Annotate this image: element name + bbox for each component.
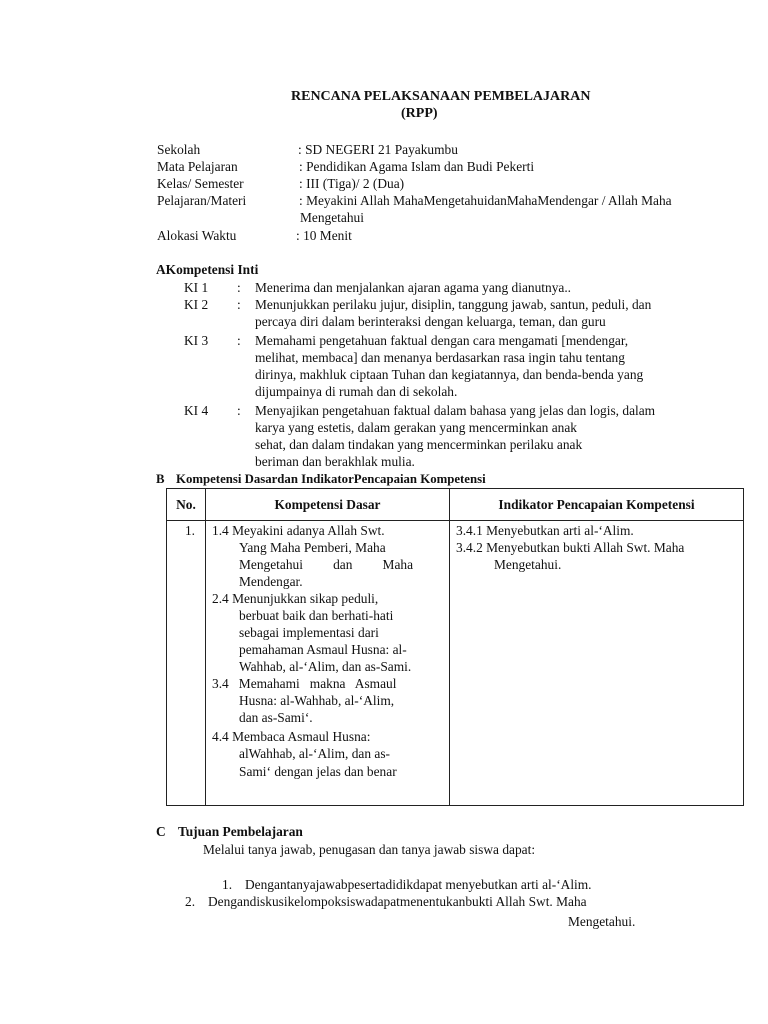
column-header-no: No.	[167, 489, 206, 521]
kd-line: 3.4 Memahami makna Asmaul	[212, 676, 397, 691]
identity-label: Pelajaran/Materi	[157, 193, 247, 208]
ki-colon: :	[237, 297, 241, 312]
identity-value-continuation: Mengetahui	[300, 210, 364, 225]
kd-cell	[206, 521, 450, 806]
ki-text-line: percaya diri dalam berinteraksi dengan keluarga, teman, dan guru	[255, 314, 606, 329]
kd-line: dan as-Sami‘.	[239, 710, 313, 725]
ki-text-line: dirinya, makhluk ciptaan Tuhan dan kegiatannya, dan benda-benda yang	[255, 367, 644, 382]
column-header-kompetensi-dasar: Kompetensi Dasar	[206, 489, 450, 521]
kd-line: Yang Maha Pemberi, Maha	[239, 540, 386, 555]
ki-text	[255, 402, 718, 470]
list-item-number: 1.	[222, 877, 233, 892]
identity-value: : Meyakini Allah MahaMengetahuidanMahaMendengar / Allah Maha	[299, 193, 672, 208]
kd-line: 4.4 Membaca Asmaul Husna:	[212, 729, 371, 744]
identity-label: Sekolah	[157, 142, 201, 157]
kd-line: Sami‘ dengan jelas dan benar	[239, 764, 397, 779]
table-header-row	[167, 489, 744, 521]
list-item-number: 2.	[185, 894, 196, 909]
ki-code: KI 3	[184, 333, 209, 348]
row-number: 1.	[184, 523, 195, 538]
kd-line: alWahhab, al-‘Alim, dan as-	[239, 746, 390, 761]
section-c-heading: Tujuan Pembelajaran	[178, 824, 303, 839]
ki-colon: :	[237, 280, 241, 295]
ki-colon: :	[237, 403, 241, 418]
identity-value: : SD NEGERI 21 Payakumbu	[298, 142, 458, 157]
ki-text-line: karya yang estetis, dalam gerakan yang mencerminkan anak	[255, 420, 577, 435]
kd-line: Husna: al-Wahhab, al-‘Alim,	[239, 693, 395, 708]
ipk-line: 3.4.2 Menyebutkan bukti Allah Swt. Maha	[456, 540, 685, 555]
kd-line: Wahhab, al-‘Alim, dan as-Sami.	[239, 659, 412, 674]
table-row	[167, 521, 744, 806]
ki-text-line: Menyajikan pengetahuan faktual dalam bahasa yang jelas dan logis, dalam	[255, 403, 656, 418]
ki-text-line: Menerima dan menjalankan ajaran agama yang dianutnya..	[255, 280, 572, 295]
identity-label: Alokasi Waktu	[157, 228, 237, 243]
identity-label: Kelas/ Semester	[157, 176, 244, 191]
kd-line: pemahaman Asmaul Husna: al-	[239, 642, 407, 657]
row-number-cell	[167, 521, 206, 806]
ipk-cell	[450, 521, 744, 806]
section-b-heading: Kompetensi Dasardan IndikatorPencapaian Kompetensi	[176, 472, 486, 486]
kd-line: 2.4 Menunjukkan sikap peduli,	[212, 591, 379, 606]
document-subtitle: (RPP)	[401, 106, 438, 121]
kd-table	[166, 488, 744, 806]
kd-line: Mendengar.	[239, 574, 303, 589]
ki-text-line: dijumpainya di rumah dan di sekolah.	[255, 384, 458, 399]
list-item-text-continuation: Mengetahui.	[568, 914, 636, 929]
section-c-letter: C	[156, 824, 166, 839]
ki-code: KI 4	[184, 403, 209, 418]
section-a-heading: AKompetensi Inti	[156, 262, 259, 277]
ipk-line: 3.4.1 Menyebutkan arti al-‘Alim.	[456, 523, 634, 538]
document-title: RENCANA PELAKSANAAN PEMBELAJARAN	[291, 89, 591, 104]
identity-value: : III (Tiga)/ 2 (Dua)	[299, 176, 405, 191]
ki-code: KI 1	[184, 280, 209, 295]
ki-text	[255, 296, 718, 330]
kd-line: berbuat baik dan berhati-hati	[239, 608, 394, 623]
ipk-line: Mengetahui.	[494, 557, 562, 572]
list-item-text: Dengantanyajawabpesertadidikdapat menyebutkan arti al-‘Alim.	[245, 877, 592, 892]
column-header-indikator: Indikator Pencapaian Kompetensi	[450, 489, 744, 521]
ki-text	[255, 279, 718, 296]
ki-code: KI 2	[184, 297, 209, 312]
identity-value: : 10 Menit	[296, 228, 352, 243]
kd-line: 1.4 Meyakini adanya Allah Swt.	[212, 523, 385, 538]
section-b-letter: B	[156, 472, 165, 486]
ki-text-line: sehat, dan dalam tindakan yang mencerminkan perilaku anak	[255, 437, 583, 452]
ki-text-line: melihat, membaca] dan menanya berdasarkan rasa ingin tahu tentang	[255, 350, 625, 365]
kd-line: sebagai implementasi dari	[239, 625, 379, 640]
ki-text	[255, 332, 718, 400]
ki-colon: :	[237, 333, 241, 348]
section-c-intro: Melalui tanya jawab, penugasan dan tanya jawab siswa dapat:	[203, 842, 536, 857]
ki-text-line: beriman dan berakhlak mulia.	[255, 454, 415, 469]
kd-line: Mengetahui dan Maha	[239, 557, 414, 572]
list-item-text: Dengandiskusikelompoksiswadapatmenentukanbukti Allah Swt. Maha	[208, 894, 587, 909]
identity-value: : Pendidikan Agama Islam dan Budi Pekerti	[299, 159, 535, 174]
identity-label: Mata Pelajaran	[157, 159, 238, 174]
ki-text-line: Menunjukkan perilaku jujur, disiplin, tanggung jawab, santun, peduli, dan	[255, 297, 652, 312]
ki-text-line: Memahami pengetahuan faktual dengan cara mengamati [mendengar,	[255, 333, 629, 348]
